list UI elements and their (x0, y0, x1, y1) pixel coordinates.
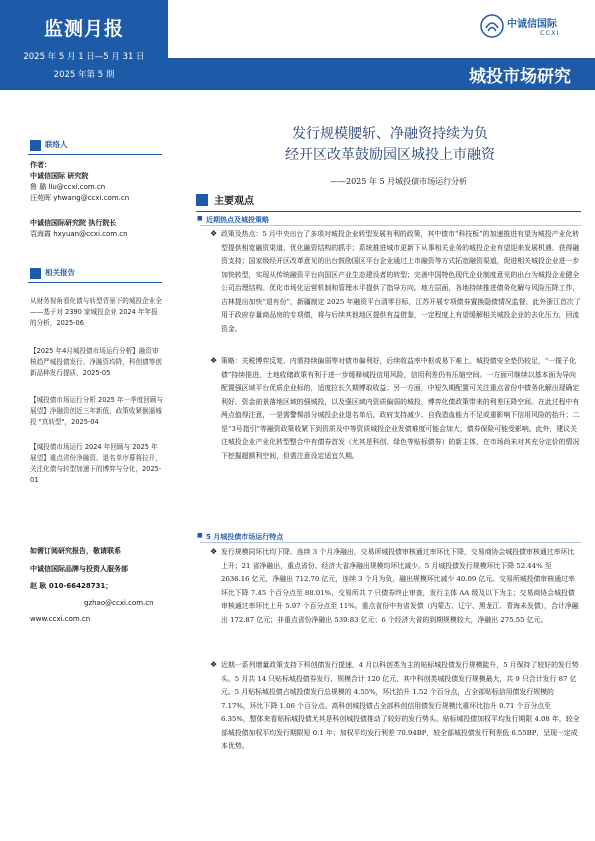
paragraph-market-features: 发行规模同环比均下降、连续 3 个月净融出，交易所城投债审核通过率环比下降，交易商协会城投债审核通过率环比上升；21 省净融出，重点省份、经济大省净融出规模均环比减少。5 月城投债发行规模环比下降 52.44% 至 2636.16 亿元，净融出 712.70 亿元，连续 3 个月为负，融出规模环比减少 40.09 亿元。交易所城投债审核通过率环比下降 7.45 个百分点至 88.01%，交易所共 7 只债券终止审查，发行主体 AA 级及以下为主；交易商协会城投债审核通过率环比上升 5.97 个百分点至 11%。重点省份中有省发债（内蒙古、辽宁、黑龙江、青海未发债），合计净融出 172.87 亿元；非重点省份净融出 539.83 亿元；6 个经济大省的到期规模较大，净融出 275.55 亿元。 (221, 548, 579, 624)
report-title-line-1: 发行规模腰斩、净融资持续为负 (292, 126, 488, 142)
author-contact[interactable]: 汪苑晖 yhwang@ccxi.com.cn (30, 194, 130, 202)
bullet-icon: ❖ (210, 547, 218, 556)
paragraph-policy: 政策及热点：5 月中央出台了多项对城投企业转型发展有利的政策，其中债市“科技板”的加速推进有望为城投产业化转型提供相宽融资渠道、优化融资结构的抓手；系统推进城市更新下从事相关业务的城投企业有望迎来发展机遇、获得融资支持；国家级经开区改革意见的出台鼓励国区平台企业通过上市融资等方式拓宽融资渠道，促进相关城投企业进一步加快转型，实现从传统融资平台向国区产业生态建设者的转型；完善中国特色现代企业制度意见的出台为城投企业健全公司治理结构、优化市场化运营机制和管理水平提供了指导方向。地方层面，各地持续推进债务化解与风险压降工作，吉林提出加快“退有份”，新疆制定 2025 年融资平台清零目标，江苏开展专项债券置换隐债情况监督，此外浙江首次了用于政府存量商品房的专项债，将与后续其他地区提供有益借鉴，一定程度上有望缓解相关城投企业的去化压力，回流资金。 (221, 230, 581, 333)
related-report-item[interactable]: 【城投债市场运行 2024 年回顾与 2025 年展望】重点省份净融资、退名单序幕将拉开，关注化债与转型加速下的博弈与分化，2025-01 (30, 443, 162, 484)
date-range: 2025 年 5 月 1 日—5 月 31 日 (23, 52, 145, 62)
org-name: 中诚信国际 研究院 (30, 172, 89, 180)
subscribe-note: 如需订阅研究报告，敬请联系 (30, 547, 121, 555)
paragraph-labeled-bonds: 近期一系列增量政策支持下科创债发行提速，4 月以科创类为主的贴标城投债发行规模陡升，5 月保持了较好的发行势头。5 月共 14 只贴标城投债券发行，规模合计 120 亿元，其中科创类城投债发行规模最大，共 9 只合计发行 87 亿元。5 月贴标城投债占城投债发行总规模的 4.55%，环比抬升 1.52 个百分点，占全部贴标信用债发行规模的 7.17%，环比下降 1.06 个百分点。高科创城投债占全部科创信用债发行规模比重环比抬升 0.71 个百分点至 6.35%，整体来看贴标城投债尤其是科创城投债推动了较好的发行势头。贴标城投债加权平均发行期限 4.08 年，较全部城投债加权平均发行期限短 0.1 年；加权平均发行利差 70.94BP，较全部城投债发行利差低 6.55BP，呈现一定成本优势。 (221, 661, 580, 750)
bullet-icon: ❖ (210, 356, 218, 365)
related-report-item[interactable]: 【2025 年4月城投债市场运行分析】融资审核趋严城投债发行、净融资均降，科创债等创新品种发行提质，2025-05 (30, 347, 162, 377)
author-label: 作者： (30, 161, 51, 169)
related-report-item[interactable]: 从财务视角看化债与转型背景下的城投企业全——基于对 2390 家城投企业 2024 年年报的分析，2025-06 (30, 297, 162, 327)
section-title: 城投市场研究 (469, 67, 571, 87)
contact-phone: 赵 耿 010-66428731； (30, 582, 113, 590)
ccxi-logo (480, 12, 580, 42)
section-band (168, 58, 595, 90)
key-points-icon (196, 194, 208, 206)
author-contact[interactable]: 袁海霞 hxyuan@ccxi.com.cn (30, 230, 128, 238)
subsection-heading: ■ 5 月城投债市场运行特点 (206, 532, 283, 542)
logo-cn-text: 中诚信国际 (507, 19, 557, 30)
header-banner (0, 0, 168, 90)
report-subtitle: ——2025 年 5 月城投债市场运行分析 (330, 177, 468, 186)
logo-en-text: CCXI (540, 29, 560, 37)
author-contact[interactable]: 鲁 璐 llu@ccxi.com.cn (30, 183, 106, 191)
divider (196, 211, 581, 212)
sidebar: 联络人 作者： 中诚信国际 研究院 鲁 璐 llu@ccxi.com.cn 汪苑晖 yhwang@ccxi.com.cn 中诚信国际研究院 执行院长 袁海霞 hxyuan@ccxi.com.cn 相关报告 从财务视角看化债与转型背景下的城投企业全——基于对 2390 家城投企业 2024 年年报的分析，2025-06 【2025 年4月城投债市场运行分析】融资审核趋严城投债发行、净融资均降，科创债等创新品种发行提质，2025-05 【城投债市场运行分析 2025 年一季度回顾与展望】净融资创近三年新低，政策收紧倒逼城投 "真转型"，2025-04 【城投债市场运行 2024 年回顾与 2025 年展望】重点省份净融资、退名单序幕将拉开，关注化债与转型加速下的博弈与分化，2025-01 如需订阅研究报告，敬请联系 中诚信国际品牌与投资人服务部 赵 耿 010-66428731； gzhao@ccxi.com.cn www.ccxi.com.cn (30, 140, 164, 623)
divider (200, 542, 581, 543)
subsection-heading: ■ 近期热点及城投策略 (206, 215, 269, 225)
report-type-title: 监测月报 (43, 18, 124, 40)
department: 中诚信国际品牌与投资人服务部 (30, 565, 128, 573)
report-title-line-2: 经开区改革鼓励园区城投上市融资 (285, 147, 495, 163)
website-link[interactable]: www.ccxi.com.cn (30, 615, 91, 623)
bullet-icon: ❖ (210, 229, 218, 238)
divider (28, 154, 162, 155)
org-name: 中诚信国际研究院 执行院长 (30, 219, 117, 227)
person-icon (30, 140, 41, 151)
divider (28, 282, 162, 283)
paragraph-strategy: 策略：关税博弈反复、内需持续偏弱等对债市偏利好，后续收益率中枢或易下难上。城投债安全垫仍较足，“一揽子化债”持续推进，土地收储政策有利于进一步缓释城投信用风险，信用利差仍有压缩空间。一方面可继续以基本面为导向配置强区域平台优质企业标的，适度拉长久期博取收益；另一方面，中短久期配置可关注重点省份中债务化解出现确定利好、资金前景落地区域的强城投，以及强区域内资质偏弱的城投，博弈化债政策带来的利差压降空间。在此过程中有两点值得注意，一是需警惕部分城投企业退名单后，政府支持减少、自我造血能力不足或重影响下信用风险的抬升；二是“3号指引”等融资政策收紧下到资质及中等资质城投企业发债难度可能会加大，债券保险可能受影响。此外，建议关注城投企业产业化转型整合中有债券首发（尤其是科创、绿色等贴标债券）的新主体，在市场尚未对其充分定价的情况下挖掘超额利空间，但需注意设定适宜久期。 (221, 357, 580, 460)
issue-number: 2025 年第 5 期 (53, 70, 115, 80)
document-icon (30, 268, 41, 279)
related-report-item[interactable]: 【城投债市场运行分析 2025 年一季度回顾与展望】净融资创近三年新低，政策收紧倒逼城投 "真转型"，2025-04 (30, 396, 164, 426)
divider (200, 225, 581, 226)
logo-mark-icon (480, 14, 504, 38)
bullet-icon: ❖ (210, 660, 218, 669)
contact-email[interactable]: gzhao@ccxi.com.cn (84, 599, 154, 607)
